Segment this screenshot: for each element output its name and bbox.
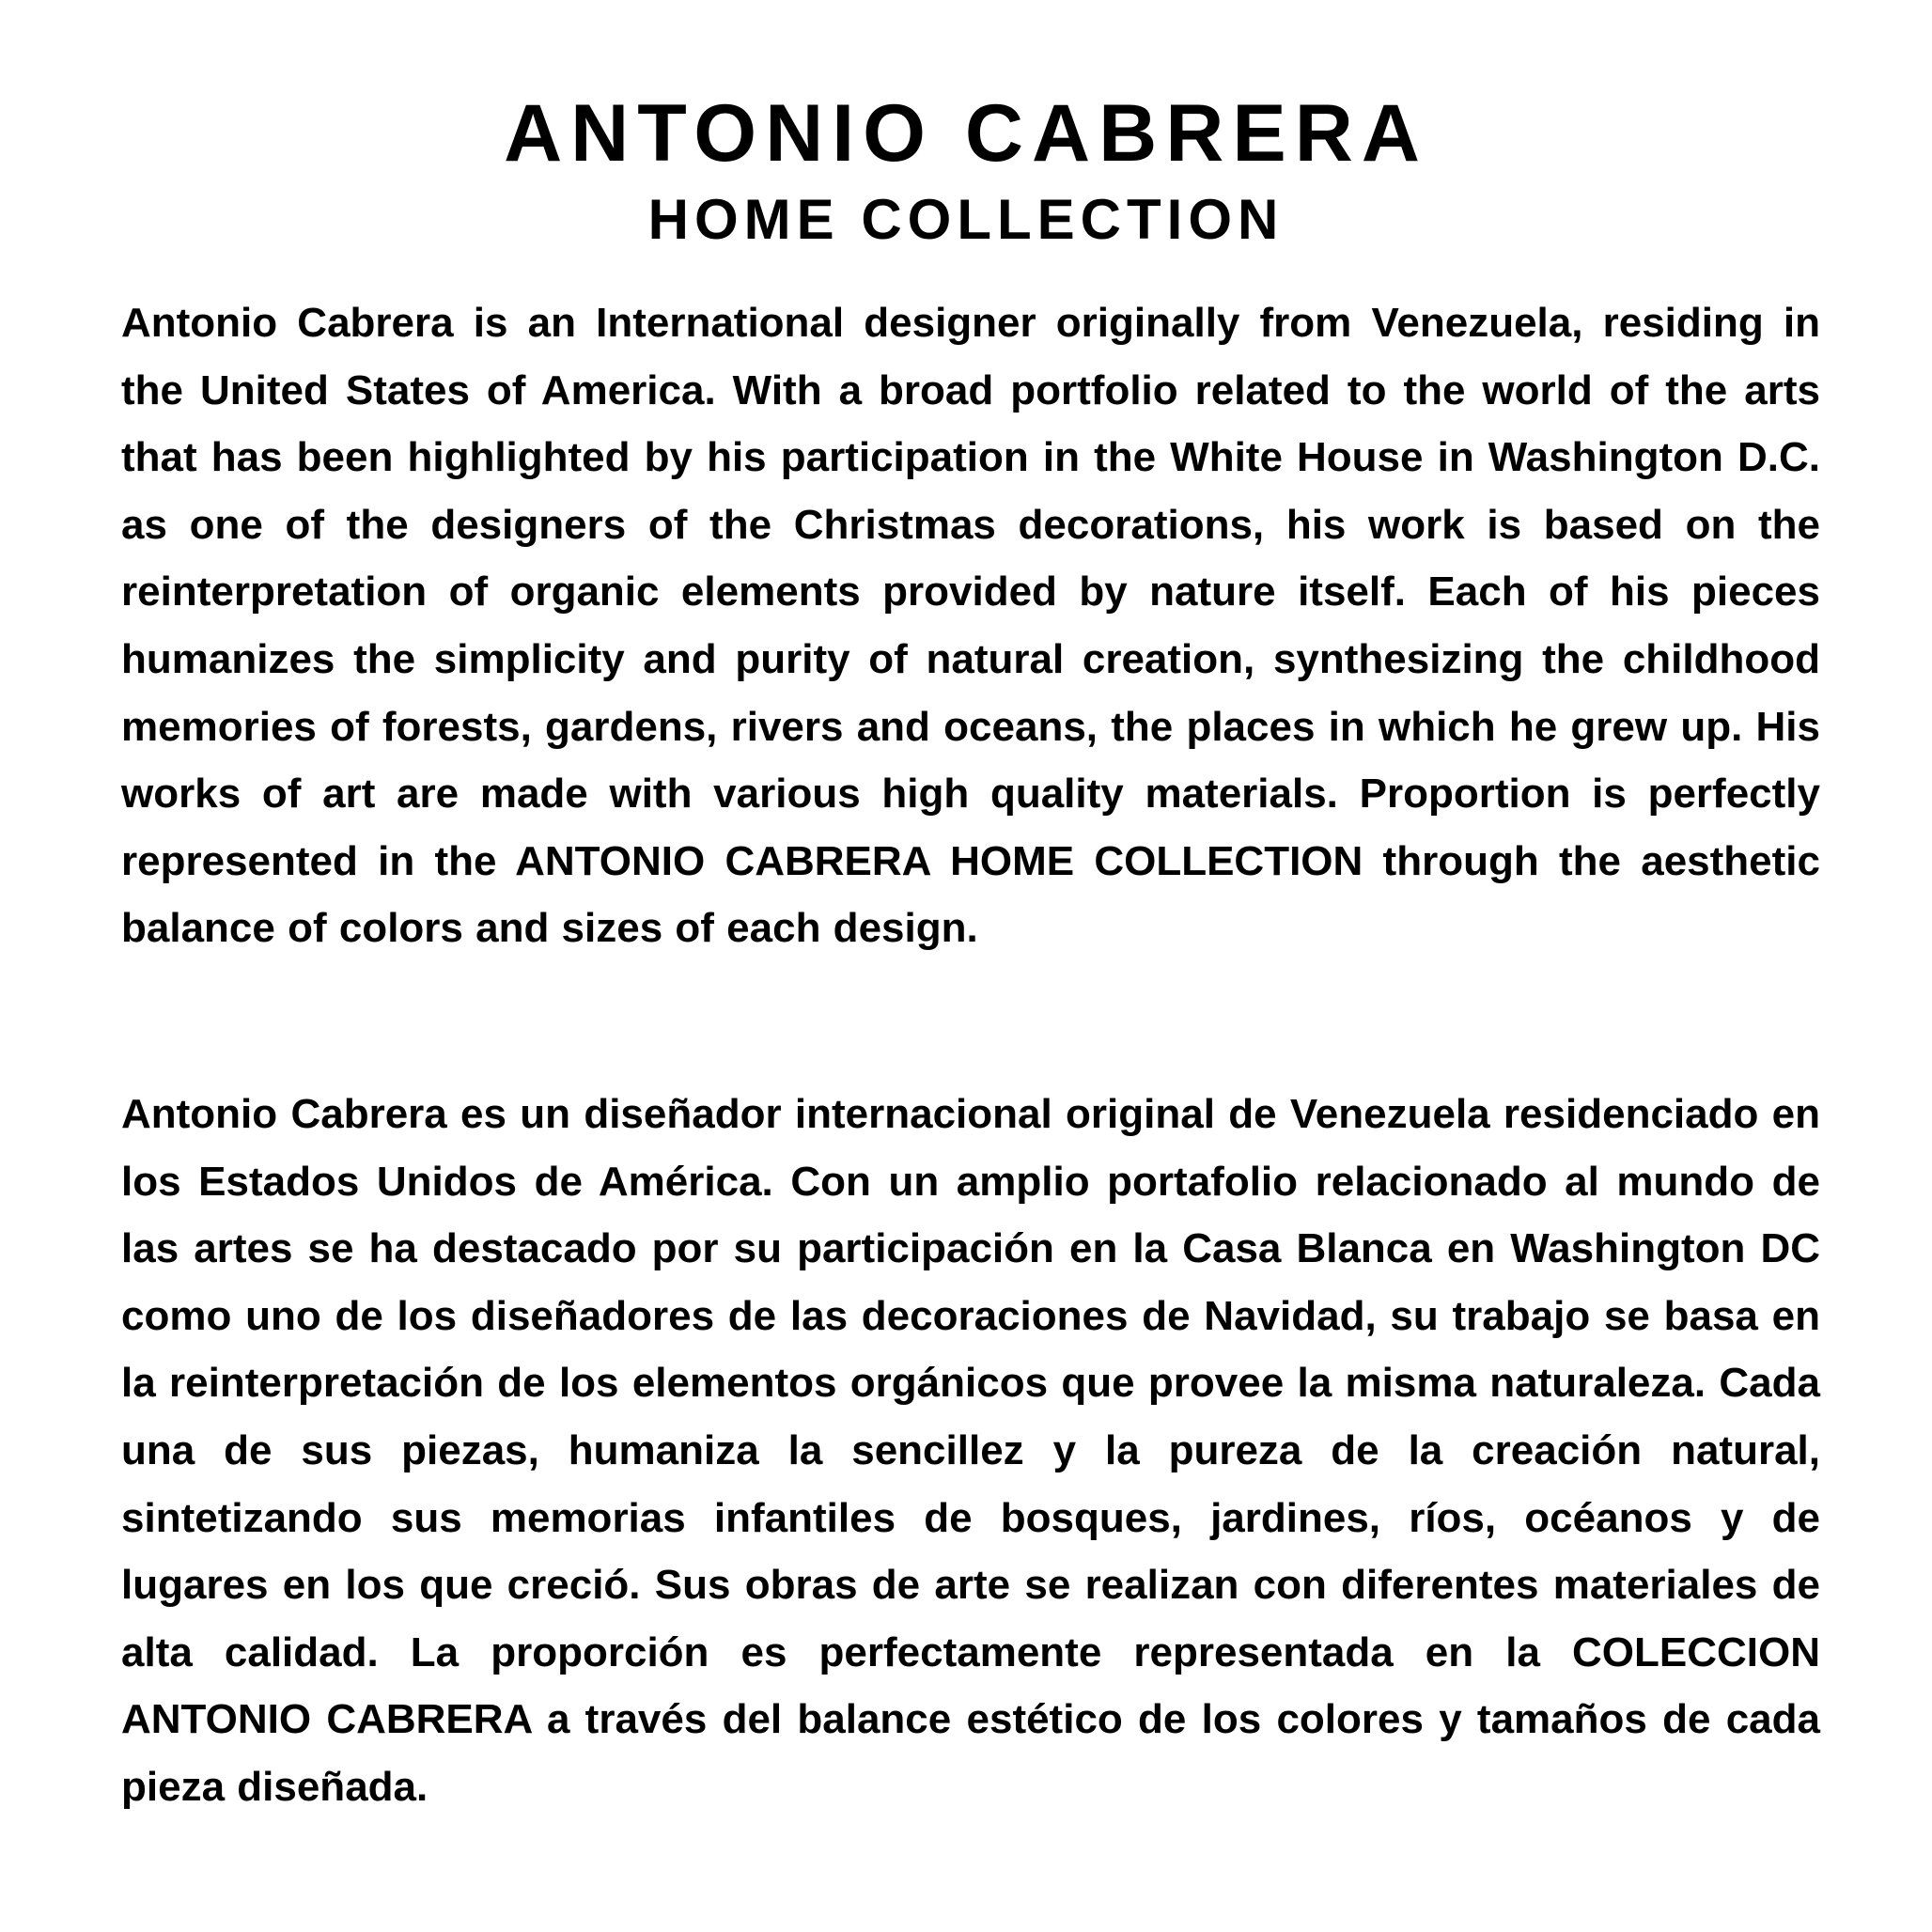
- page-title: ANTONIO CABRERA: [504, 88, 1428, 179]
- page-subtitle: HOME COLLECTION: [647, 188, 1285, 251]
- paragraph-spanish: Antonio Cabrera es un diseñador internacional original de Venezuela residenciado en los Estados Unidos de América. Con un amplio portafolio relacionado al mundo de las artes se ha destacado por su participación en la Casa Blanca en Washington DC como uno de los diseñadores de las decoraciones de Navidad, su trabajo se basa en la reinterpretación de los elementos orgánicos que provee la misma naturaleza. Cada una de sus piezas, humaniza la sencillez y la pureza de la creación natural, sintetizando sus memorias infantiles de bosques, jardines, ríos, océanos y de lugares en los que creció. Sus obras de arte se realizan con diferentes materiales de alta calidad. La proporción es perfectamente representada en la COLECCION ANTONIO CABRERA a través del balance estético de los colores y tamaños de cada pieza diseñada.: [121, 1091, 1820, 1810]
- paragraph-english: Antonio Cabrera is an International designer originally from Venezuela, residing in the United States of America. With a broad portfolio related to the world of the arts that has been highlighted by his participation in the White House in Washington D.C. as one of the designers of the Christmas decorations, his work is based on the reinterpretation of organic elements provided by nature itself. Each of his pieces humanizes the simplicity and purity of natural creation, synthesizing the childhood memories of forests, gardens, rivers and oceans, the places in which he grew up. His works of art are made with various high quality materials. Proportion is perfectly represented in the ANTONIO CABRERA HOME COLLECTION through the aesthetic balance of colors and sizes of each design.: [121, 300, 1820, 952]
